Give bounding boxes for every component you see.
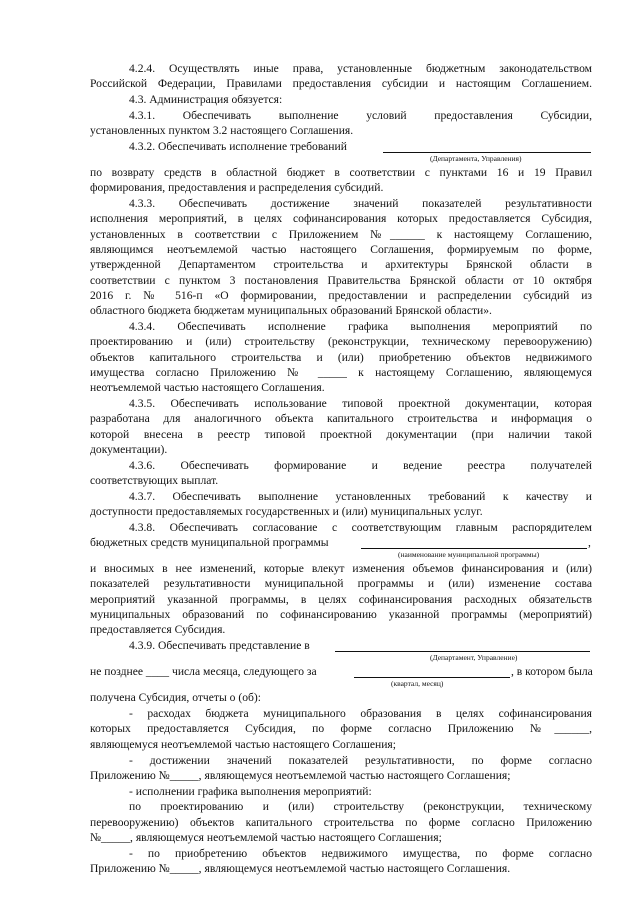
text-line: предоставляется Субсидия. [90, 623, 226, 636]
text-line: формирования, предоставления и распределения субсидий. [90, 181, 384, 194]
text-line: получена Субсидия, отчеты о (об): [90, 691, 262, 704]
text-line: областного бюджета бюджетам муниципальных образований Брянской области». [90, 304, 492, 317]
text-line: соответствии с пунктом 3 постановления Правительства Брянской области от 10 октября [90, 274, 592, 287]
blank-field-period [354, 677, 510, 678]
text-line: и вносимых в нее изменений, которые влекут изменения объемов финансирования и (или) [90, 562, 592, 575]
blank-field-department [335, 651, 590, 652]
text-line: проектированию и (или) строительству (реконструкции, техническому перевооружению) [90, 335, 592, 348]
text-line: 4.3.5. Обеспечивать использование типовой проектной документации, которая [129, 397, 592, 410]
text-line: которой внесена в реестр типовой проектной документации (при наличии такой [90, 428, 592, 441]
text-line: Приложению №_____, являющемуся неотъемлемой частью настоящего Соглашения. [90, 862, 511, 875]
text-line: установленных пунктом 3.2 настоящего Соглашения. [90, 124, 354, 137]
text-line: №_____, являющемуся неотъемлемой частью настоящего Соглашения; [90, 831, 442, 844]
field-caption: (Департамента, Управления) [430, 154, 522, 163]
text-line: перевооружению) объектов капитального строительства по форме согласно Приложению [90, 816, 592, 829]
text-line: неотъемлемой частью настоящего Соглашения. [90, 381, 325, 394]
text-line: Российской Федерации, Правилами предоставления субсидии и настоящим Соглашением. [90, 77, 592, 90]
text-line: 4.3.1. Обеспечивать выполнение условий предоставления Субсидии, [129, 109, 592, 122]
text-line: - по приобретению объектов недвижимого имущества, по форме согласно [129, 847, 592, 860]
text-line: являющимся неотъемлемой частью настоящего Соглашения, формируемым по форме, [90, 243, 592, 256]
text-line: разработана для аналогичного объекта капитального строительства и информация о [90, 412, 592, 425]
field-caption: (квартал, месяц) [391, 679, 444, 688]
text-line: показателей результативности муниципальной программы и (или) изменение состава [90, 577, 592, 590]
text-line: объектов капитального строительства и (или) приобретению объектов недвижимого [90, 351, 592, 364]
text-line: 4.2.4. Осуществлять иные права, установленные бюджетным законодательством [129, 62, 592, 75]
text-line: установленных в соответствии с Приложением №______ к настоящему Соглашению, [90, 228, 592, 241]
text-line: которых предоставляется Субсидия, по форме согласно Приложению №______, [90, 722, 592, 735]
text-line: , в котором была [511, 665, 593, 678]
text-line: мероприятий указанной программы, в целях софинансирования расходных обязательств [90, 593, 592, 606]
text-line: 4.3.2. Обеспечивать исполнение требований [129, 140, 347, 153]
text-line: Приложению №_____, являющемуся неотъемлемой частью настоящего Соглашения; [90, 769, 511, 782]
text-line: , [588, 536, 591, 549]
text-line: по проектированию и (или) строительству (реконструкции, техническому [129, 800, 592, 813]
text-line: муниципальных образований по софинансированию указанной программы (мероприятий) [90, 608, 592, 621]
text-line: документации). [90, 443, 168, 456]
text-line: 2016 г. № 516-п «О формировании, предоставлении и распределении субсидий из [90, 289, 592, 302]
blank-field-department [383, 152, 591, 153]
text-line: утвержденной Департаментом строительства и архитектуры Брянской области в [90, 258, 592, 271]
text-line: 4.3.3. Обеспечивать достижение значений показателей результативности [129, 197, 592, 210]
text-line: доступности предоставляемых государственных и (или) муниципальных услуг. [90, 505, 483, 518]
text-line: исполнения мероприятий, в целях софинансирования которых предоставляется Субсидия, [90, 212, 592, 225]
text-line: - расходах бюджета муниципального образования в целях софинансирования [129, 707, 592, 720]
text-line: 4.3. Администрация обязуется: [129, 93, 283, 106]
text-line: не позднее ____ числа месяца, следующего за [90, 665, 317, 678]
text-line: - исполнении графика выполнения мероприятий: [129, 785, 372, 798]
text-line: имущества согласно Приложению № _____ к настоящему Соглашению, являющемуся [90, 366, 592, 379]
text-line: - достижении значений показателей результативности, по форме согласно [129, 754, 592, 767]
text-line: 4.3.6. Обеспечивать формирование и ведение реестра получателей [129, 459, 592, 472]
text-line: 4.3.4. Обеспечивать исполнение графика выполнения мероприятий по [129, 320, 592, 333]
text-line: соответствующих выплат. [90, 474, 219, 487]
text-line: 4.3.8. Обеспечивать согласование с соответствующим главным распорядителем [129, 521, 592, 534]
text-line: бюджетных средств муниципальной программы [90, 536, 329, 549]
text-line: по возврату средств в областной бюджет в соответствии с пунктами 16 и 19 Правил [90, 166, 592, 179]
text-line: 4.3.9. Обеспечивать представление в [129, 639, 310, 652]
field-caption: (Департамент, Управление) [430, 653, 518, 662]
text-line: 4.3.7. Обеспечивать выполнение установленных требований к качеству и [129, 490, 592, 503]
text-line: являющемуся неотъемлемой частью настоящего Соглашения; [90, 738, 396, 751]
blank-field-program [361, 548, 587, 549]
field-caption: (наименование муниципальной программы) [398, 550, 540, 559]
